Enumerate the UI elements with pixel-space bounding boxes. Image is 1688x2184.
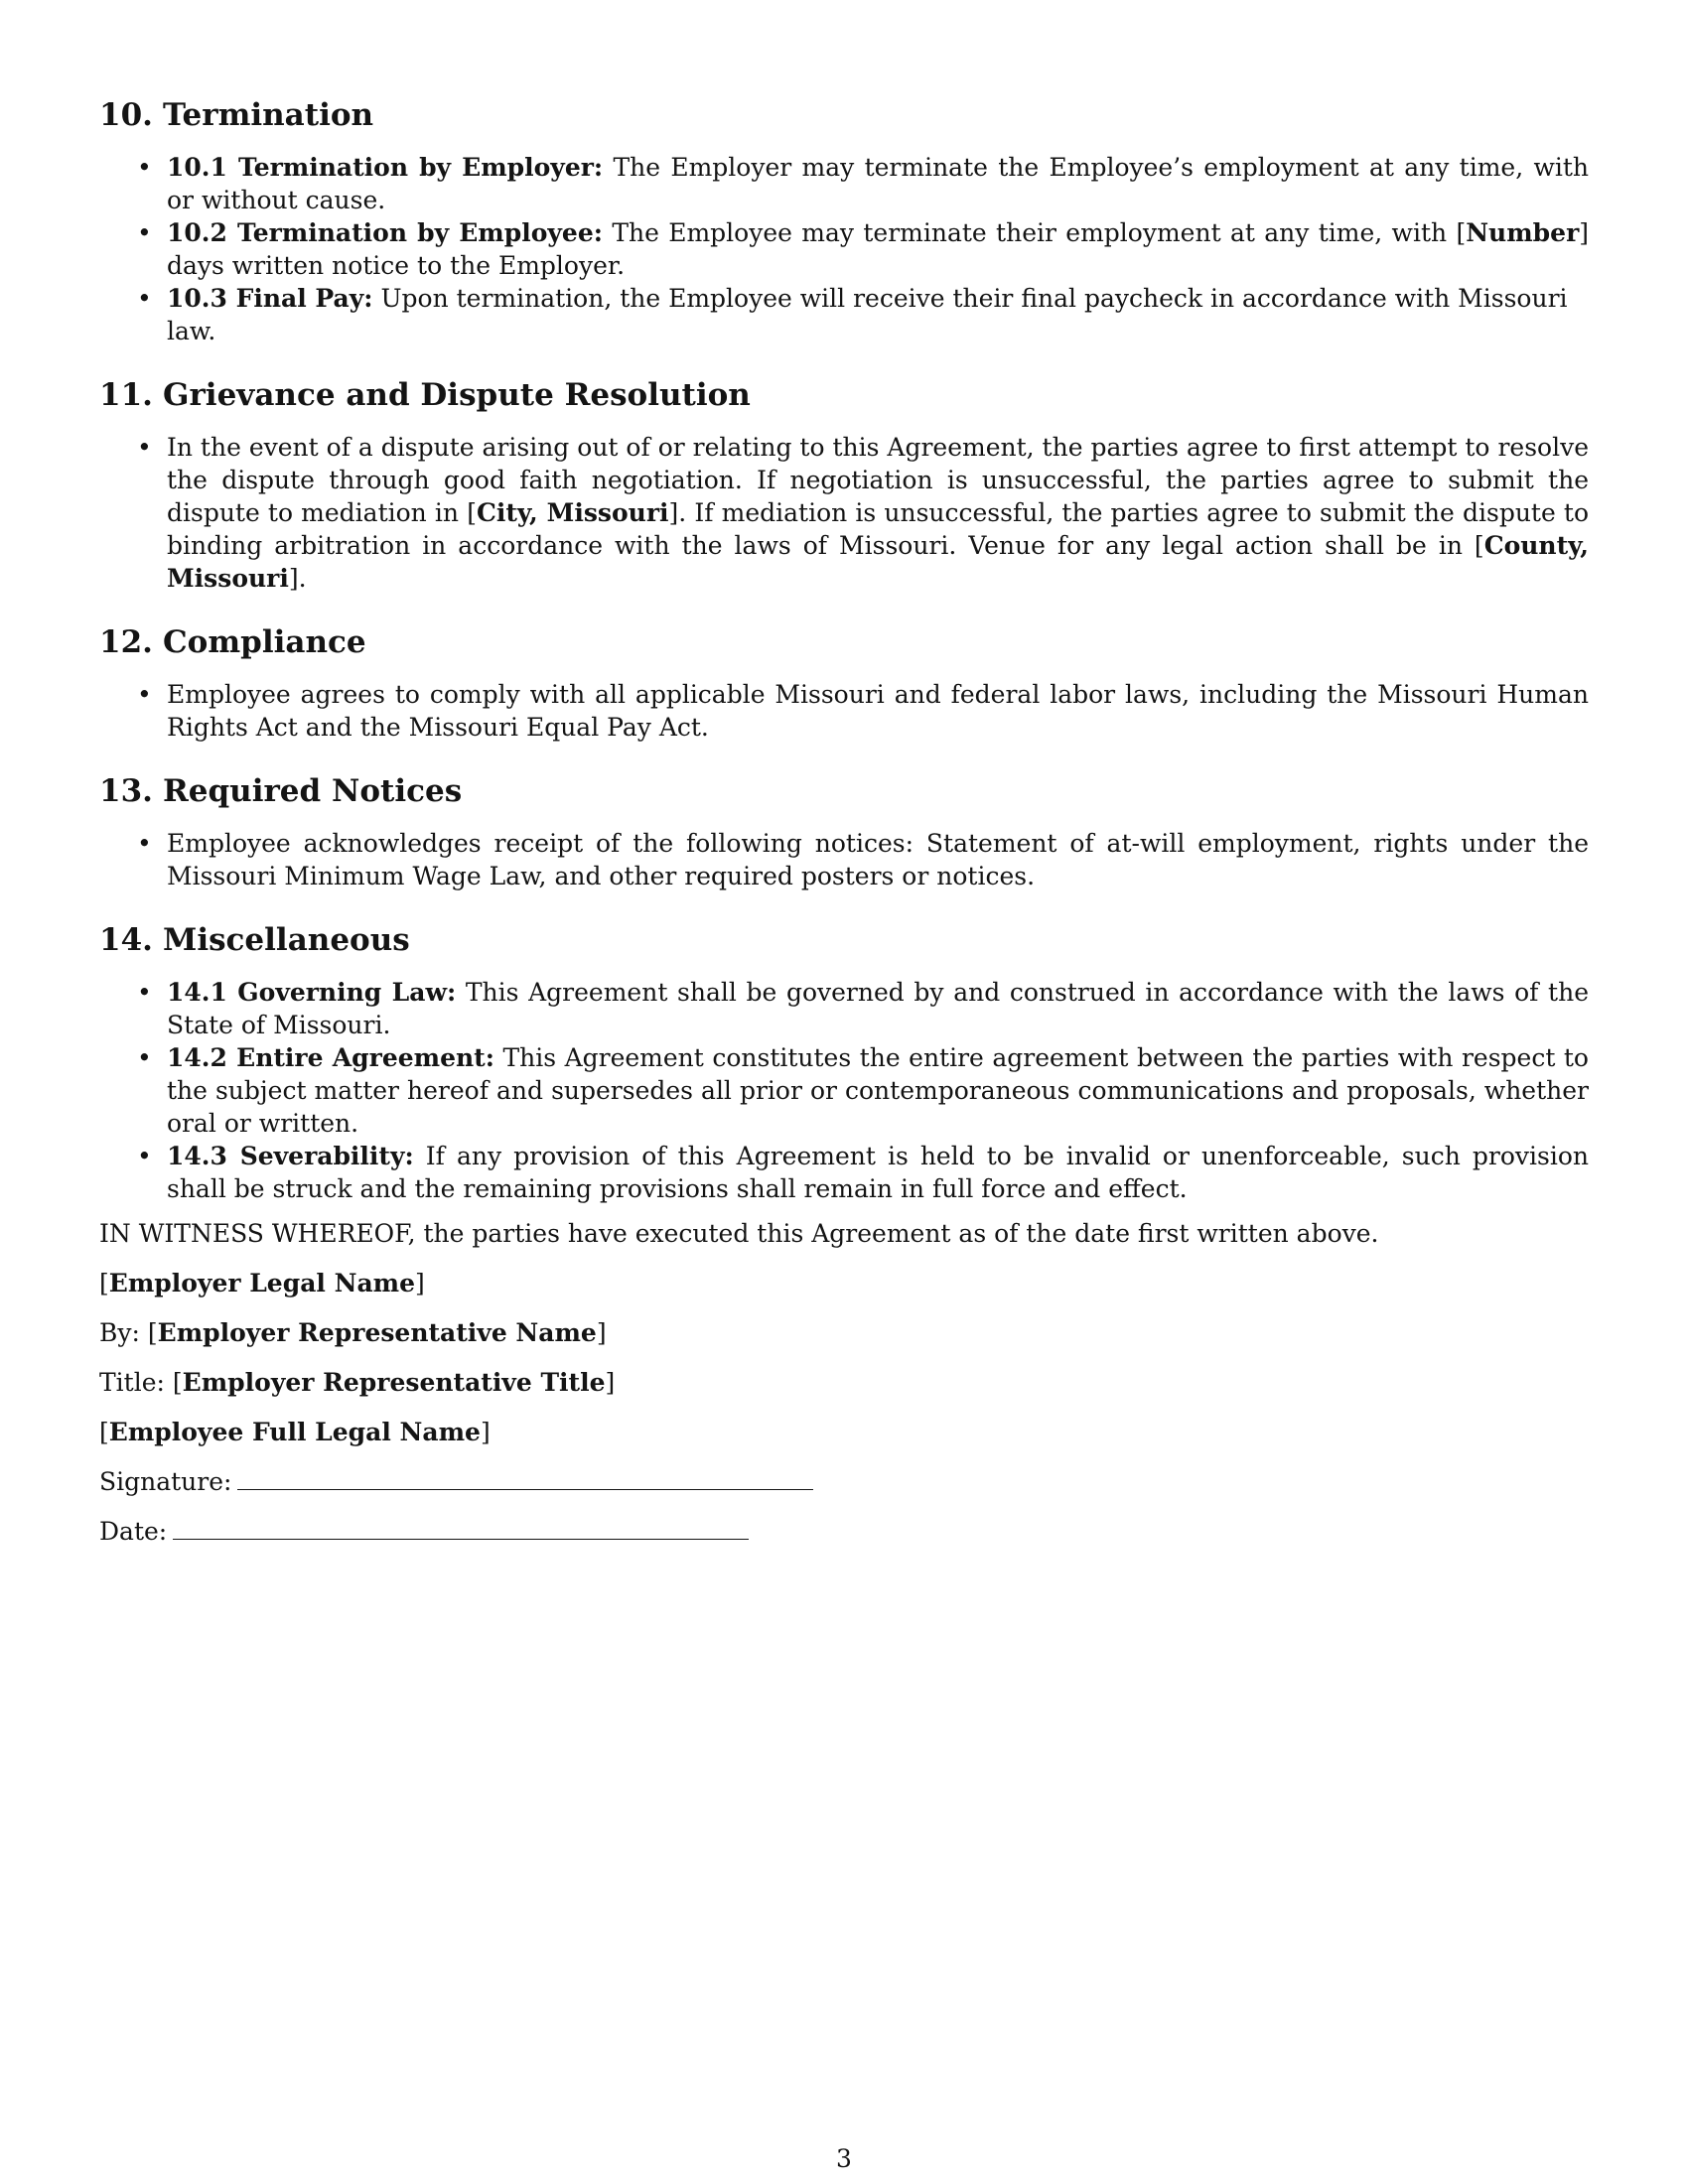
item-text: ] days written notice to the Employer. (167, 218, 1590, 280)
list-item (99, 282, 1589, 347)
placeholder-county: County, Missouri (167, 531, 1589, 593)
employer-representative-name: Employer Representative Name (157, 1318, 597, 1347)
bullet-icon: • (137, 433, 152, 462)
bracket-open: [ (99, 1269, 109, 1297)
section-required-notices (99, 771, 1589, 892)
bracket-close: ] (415, 1269, 425, 1297)
witness-statement: IN WITNESS WHEREOF, the parties have executed this Agreement as of the date first written above. (99, 1219, 1379, 1248)
section-termination (99, 95, 1589, 347)
bullet-list (99, 151, 1589, 347)
section-heading (99, 375, 1589, 415)
list-item (99, 151, 1589, 216)
item-label: 14.1 Governing Law: (167, 978, 457, 1007)
list-item (99, 1041, 1589, 1140)
section-miscellaneous (99, 920, 1589, 1205)
section-number: 14. (99, 922, 153, 958)
bullet-list (99, 431, 1589, 595)
employer-representative-title: Employer Representative Title (182, 1368, 606, 1397)
item-text: This Agreement shall be governed by and construed in accordance with the laws of the State of Missouri. (167, 978, 1590, 1039)
date-label: Date: (99, 1517, 168, 1546)
bracket-close: ] (605, 1368, 616, 1397)
section-heading (99, 622, 1589, 662)
list-item (99, 431, 1589, 595)
section-title: Grievance and Dispute Resolution (163, 377, 751, 413)
item-text: The Employee may terminate their employment at any time, with [ (602, 218, 1467, 247)
list-item (99, 976, 1589, 1041)
bracket-open: [ (147, 1318, 158, 1347)
list-item (99, 1140, 1589, 1205)
item-text: The Employer may terminate the Employee’s employment at any time, with or without cause. (167, 153, 1590, 214)
bullet-icon: • (137, 978, 152, 1007)
item-label: 14.2 Entire Agreement: (167, 1043, 494, 1072)
date-field[interactable] (173, 1515, 749, 1540)
section-heading (99, 920, 1589, 960)
document-page (99, 95, 1589, 1565)
bullet-icon: • (137, 284, 152, 313)
section-grievance (99, 375, 1589, 595)
page-number: 3 (836, 2144, 852, 2173)
list-item (99, 827, 1589, 892)
section-title: Miscellaneous (163, 922, 410, 958)
item-text: In the event of a dispute arising out of or relating to this Agreement, the parties agree to first attempt to resolve the dispute through good faith negotiation. If negotiation is unsuccessful, the parties agree to submit the dispute to mediation in [ (167, 433, 1589, 527)
section-title: Termination (163, 97, 374, 133)
list-item (99, 216, 1589, 282)
by-line (99, 1316, 1589, 1349)
item-text: This Agreement constitutes the entire agreement between the parties with respect to the subject matter hereof and supersedes all prior or contemporaneous communications and proposals, whether oral or written. (167, 1043, 1589, 1138)
section-compliance (99, 622, 1589, 744)
bullet-icon: • (137, 153, 152, 182)
bracket-open: [ (172, 1368, 183, 1397)
bracket-close: ] (480, 1418, 491, 1446)
section-heading (99, 771, 1589, 811)
item-text: Employee acknowledges receipt of the following notices: Statement of at-will employment, rights under the Missouri Minimum Wage Law, and other required posters or notices. (167, 829, 1589, 890)
bullet-icon: • (137, 680, 152, 709)
bullet-list (99, 976, 1589, 1205)
item-text: ]. (288, 564, 307, 593)
item-text: Employee agrees to comply with all applicable Missouri and federal labor laws, including the Missouri Human Rights Act and the Missouri Equal Pay Act. (167, 680, 1589, 742)
signature-line (99, 1465, 1589, 1498)
bracket-close: ] (596, 1318, 607, 1347)
employee-full-legal-name: Employee Full Legal Name (108, 1418, 481, 1446)
bullet-list (99, 678, 1589, 744)
section-number: 12. (99, 624, 153, 660)
item-text: If any provision of this Agreement is held to be invalid or unenforceable, such provision shall be struck and the remaining provisions shall remain in full force and effect. (167, 1142, 1589, 1203)
section-title: Required Notices (163, 773, 463, 809)
by-label: By: (99, 1318, 140, 1347)
list-item (99, 678, 1589, 744)
bracket-open: [ (99, 1418, 109, 1446)
signature-field[interactable] (237, 1465, 813, 1490)
item-label: 10.1 Termination by Employer: (167, 153, 604, 182)
item-text: ]. If mediation is unsuccessful, the parties agree to submit the dispute to binding arbitration in accordance with the laws of Missouri. Venue for any legal action shall be in [ (167, 498, 1590, 560)
section-number: 10. (99, 97, 153, 133)
section-number: 11. (99, 377, 153, 413)
section-title: Compliance (163, 624, 366, 660)
placeholder-number: Number (1466, 218, 1580, 247)
section-heading (99, 95, 1589, 135)
item-text: Upon termination, the Employee will receive their final paycheck in accordance with Missouri law. (167, 284, 1568, 345)
item-label: 10.3 Final Pay: (167, 284, 373, 313)
employee-name-line (99, 1416, 1589, 1448)
bullet-icon: • (137, 218, 152, 247)
bullet-icon: • (137, 1043, 152, 1072)
item-label: 10.2 Termination by Employee: (167, 218, 603, 247)
section-number: 13. (99, 773, 153, 809)
title-label: Title: (99, 1368, 165, 1397)
bullet-icon: • (137, 1142, 152, 1170)
title-line (99, 1366, 1589, 1399)
item-label: 14.3 Severability: (167, 1142, 414, 1170)
bullet-icon: • (137, 829, 152, 858)
employer-legal-name: Employer Legal Name (108, 1269, 416, 1297)
date-line (99, 1515, 1589, 1548)
placeholder-city: City, Missouri (476, 498, 669, 527)
signature-label: Signature: (99, 1467, 232, 1496)
bullet-list (99, 827, 1589, 892)
employer-name-line (99, 1267, 1589, 1299)
